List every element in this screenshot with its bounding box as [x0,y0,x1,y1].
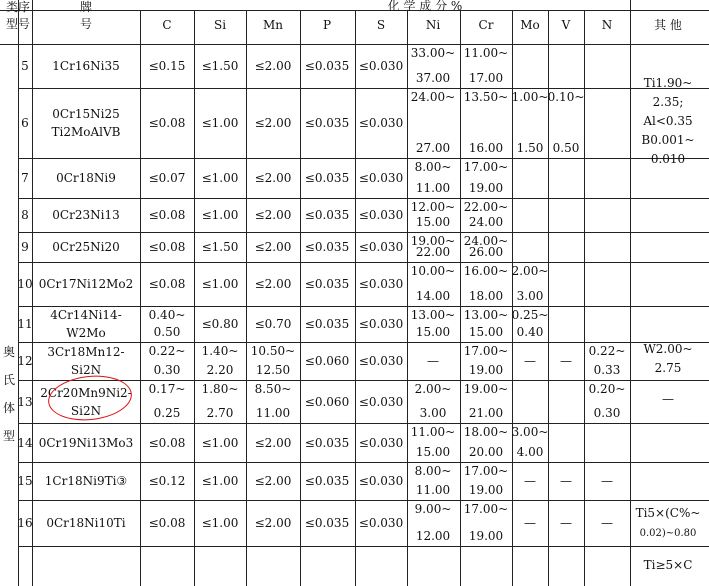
cell-cr: 24.00 [468,215,504,229]
cell-p: ≤0.035 [304,435,350,450]
cell-cr: 20.00 [468,445,504,459]
row-number: 6 [21,116,29,130]
cell-ni: 15.00 [415,325,451,339]
other-note: Ti≥5×C [643,558,693,572]
cell-v: 0.10~ [547,90,585,104]
col-rule [460,10,461,586]
col-rule [32,0,33,586]
cell-mo: 1.00~ [511,90,549,104]
cell-mn: 10.50~ [250,344,296,358]
cell-p: ≤0.060 [304,354,350,368]
row-rule [18,423,709,424]
row-grade: 4Cr14Ni14- [50,308,122,322]
cell-ni: 3.00 [419,406,447,420]
cell-si: 2.70 [206,406,234,420]
other-note: Ti1.90~ [643,76,693,90]
header-element-si: Si [213,18,227,32]
cell-c: 0.22~ [148,344,186,358]
cell-si: ≤1.00 [201,171,239,185]
cell-mn: 12.50 [255,363,291,377]
cell-mn: ≤2.00 [254,240,292,254]
row-rule [18,306,709,307]
cell-ni: 14.00 [415,289,451,303]
cell-p: ≤0.035 [304,59,350,73]
cell-si: ≤1.00 [201,516,239,530]
cell-cr: 13.50~ [463,90,509,104]
cell-mo: 2.00~ [511,264,549,278]
cell-ni: 13.00~ [410,308,456,322]
cell-si: ≤1.00 [201,116,239,130]
cell-si: 1.40~ [201,344,239,358]
cell-si: ≤1.00 [201,208,239,222]
group-label-char: 氏 [2,373,16,387]
cell-n: 0.20~ [588,382,626,396]
cell-ni: 12.00~ [410,200,456,214]
cell-si: ≤1.00 [201,474,239,488]
cell-c: ≤0.08 [148,277,186,291]
col-rule [630,0,631,586]
row-number: 8 [21,208,29,222]
cell-mn: 8.50~ [254,382,292,396]
row-number: 16 [17,516,33,530]
cell-s: ≤0.030 [358,208,404,222]
cell-ni: 11.00 [415,181,451,195]
cell-mn: ≤2.00 [254,435,292,450]
cell-c: ≤0.12 [148,474,186,488]
cell-s: ≤0.030 [358,516,404,530]
row-number: 15 [17,474,33,488]
cell-cr: 19.00 [468,529,504,543]
row-grade: 1Cr18Ni9Ti③ [44,474,128,488]
row-grade: 0Cr18Ni10Ti [46,516,126,530]
col-rule [140,10,141,586]
cell-mo: 1.50 [516,141,544,155]
row-number: 7 [21,171,29,185]
row-rule [18,158,709,159]
cell-c: 0.30 [153,363,181,377]
cell-v: 0.50 [552,141,580,155]
cell-si: ≤1.00 [201,435,239,450]
cell-ni: — [427,354,439,368]
cell-p: ≤0.060 [304,394,350,409]
cell-cr: 18.00 [468,289,504,303]
group-label-char: 型 [2,429,16,443]
cell-cr: 21.00 [468,406,504,420]
cell-s: ≤0.030 [358,116,404,130]
cell-ni: 8.00~ [414,160,452,174]
col-rule [194,10,195,586]
cell-p: ≤0.035 [304,516,350,530]
cell-c: 0.50 [153,325,181,339]
cell-mn: 11.00 [255,406,291,420]
row-grade: Ti2MoAlVB [51,125,121,139]
cell-ni: 19.00~ [410,234,456,248]
header-category-serial: 类序 [5,0,31,14]
header-element-mn: Mn [262,18,284,32]
cell-ni: 22.00 [415,245,451,259]
row-grade: 3Cr18Mn12- [47,345,125,359]
header-composition-title: 化 学 成 分 % [387,0,463,13]
cell-mo: 3.00~ [511,425,549,439]
cell-ni: 8.00~ [414,464,452,478]
cell-s: ≤0.030 [358,394,404,409]
cell-n: — [601,516,613,530]
cell-c: ≤0.08 [148,116,186,130]
cell-si: ≤1.50 [201,240,239,254]
row-grade: 2Cr20Mn9Ni2- [40,385,132,400]
other-note: W2.00~ [643,342,693,356]
cell-mn: ≤2.00 [254,116,292,130]
other-note: 2.75 [654,361,682,375]
cell-cr: 11.00~ [463,46,509,60]
col-rule [355,10,356,586]
cell-mn: ≤2.00 [254,474,292,488]
cell-si: ≤1.00 [201,277,239,291]
cell-si: ≤1.50 [201,59,239,73]
row-grade: 1Cr16Ni35 [52,59,120,73]
header-element-ni: Ni [425,18,441,32]
cell-s: ≤0.030 [358,59,404,73]
col-rule [300,10,301,586]
header-type-number: 型号 [5,17,31,31]
cell-s: ≤0.030 [358,354,404,368]
cell-cr: 18.00~ [463,425,509,439]
cell-p: ≤0.035 [304,474,350,488]
cell-cr: 17.00 [468,71,504,85]
header-element-s: S [376,18,386,32]
header-element-mo: Mo [520,18,540,32]
row-rule [18,462,709,463]
cell-ni: 24.00~ [410,90,456,104]
header-other: 其 他 [654,18,682,32]
cell-v: — [560,474,572,488]
row-rule [18,88,709,89]
cell-c: ≤0.08 [148,240,186,254]
cell-mn: ≤2.00 [254,171,292,185]
cell-mo: 4.00 [516,445,544,459]
cell-ni: 9.00~ [414,502,452,516]
header-element-cr: Cr [478,18,494,32]
row-number: 13 [17,394,33,409]
cell-mo: 0.25~ [511,308,549,322]
cell-n: 0.33 [593,363,621,377]
col-rule-type [18,0,19,586]
row-grade: 0Cr17Ni12Mo2 [38,277,134,291]
cell-mn: ≤2.00 [254,208,292,222]
cell-s: ≤0.030 [358,435,404,450]
cell-c: ≤0.08 [148,516,186,530]
cell-p: ≤0.035 [304,171,350,185]
cell-s: ≤0.030 [358,277,404,291]
cell-p: ≤0.035 [304,277,350,291]
cell-mn: ≤0.70 [254,317,292,331]
cell-v: — [560,516,572,530]
cell-cr: 13.00~ [463,308,509,322]
header-element-p: P [322,18,332,32]
cell-c: ≤0.07 [148,171,186,185]
row-grade: 0Cr18Ni9 [56,171,116,185]
cell-cr: 26.00 [468,245,504,259]
cell-s: ≤0.030 [358,171,404,185]
cell-cr: 19.00 [468,363,504,377]
cell-ni: 37.00 [415,71,451,85]
cell-ni: 15.00 [415,445,451,459]
row-grade: W2Mo [66,326,106,340]
row-grade: Si2N [70,403,102,418]
cell-cr: 16.00 [468,141,504,155]
other-note: — [662,392,674,406]
cell-mn: ≤2.00 [254,516,292,530]
cell-ni: 12.00 [415,529,451,543]
cell-ni: 10.00~ [410,264,456,278]
other-note: Ti5×(C%~ [635,506,701,520]
row-rule [18,262,709,263]
cell-n: 0.22~ [588,344,626,358]
cell-p: ≤0.035 [304,208,350,222]
cell-c: ≤0.08 [148,435,186,450]
row-grade: Si2N [70,363,102,377]
cell-mo: 3.00 [516,289,544,303]
row-number: 11 [17,317,33,331]
cell-ni: 2.00~ [414,382,452,396]
row-number: 10 [17,277,33,291]
row-number: 12 [17,354,33,368]
cell-si: 1.80~ [201,382,239,396]
cell-mo: — [524,354,536,368]
row-grade: 0Cr15Ni25 [52,107,120,121]
cell-cr: 17.00~ [463,344,509,358]
group-label-char: 奥 [2,345,16,359]
row-number: 14 [17,435,33,450]
row-grade: 0Cr19Ni13Mo3 [38,435,134,450]
cell-cr: 19.00 [468,483,504,497]
cell-s: ≤0.030 [358,317,404,331]
cell-c: 0.40~ [148,308,186,322]
row-rule [18,500,709,501]
cell-c: 0.17~ [148,382,186,396]
header-element-v: V [561,18,571,32]
other-note: 0.010 [650,152,686,166]
cell-p: ≤0.035 [304,116,350,130]
cell-ni: 15.00 [415,215,451,229]
row-grade: 0Cr23Ni13 [52,208,120,222]
row-rule [18,546,709,547]
cell-v: — [560,354,572,368]
cell-mn: ≤2.00 [254,277,292,291]
header-element-n: N [601,18,613,32]
cell-mo: 0.40 [516,325,544,339]
cell-cr: 16.00~ [463,264,509,278]
header-grade: 号 [79,17,93,31]
cell-ni: 11.00 [415,483,451,497]
cell-ni: 27.00 [415,141,451,155]
cell-p: ≤0.035 [304,240,350,254]
cell-c: ≤0.08 [148,208,186,222]
cell-cr: 17.00~ [463,464,509,478]
cell-cr: 22.00~ [463,200,509,214]
row-rule [18,232,709,233]
cell-si: ≤0.80 [201,317,239,331]
col-rule [407,10,408,586]
cell-p: ≤0.035 [304,317,350,331]
cell-cr: 24.00~ [463,234,509,248]
cell-cr: 17.00~ [463,160,509,174]
cell-c: ≤0.15 [148,59,186,73]
cell-n: — [601,474,613,488]
cell-ni: 33.00~ [410,46,456,60]
cell-s: ≤0.030 [358,240,404,254]
row-rule [18,198,709,199]
header-element-c: C [162,18,172,32]
cell-cr: 17.00~ [463,502,509,516]
other-note: 2.35; [652,95,684,109]
cell-cr: 15.00 [468,325,504,339]
row-number: 9 [21,240,29,254]
cell-ni: 11.00~ [410,425,456,439]
cell-s: ≤0.030 [358,474,404,488]
cell-n: 0.30 [593,406,621,420]
cell-mo: — [524,516,536,530]
group-label-char: 体 [2,401,16,415]
cell-cr: 19.00~ [463,382,509,396]
cell-si: 2.20 [206,363,234,377]
header-grade: 牌 [79,0,93,14]
cell-c: 0.25 [153,406,181,420]
col-rule [246,10,247,586]
row-rule [18,342,709,343]
cell-cr: 19.00 [468,181,504,195]
row-grade: 0Cr25Ni20 [52,240,120,254]
other-note: B0.001~ [641,133,695,147]
other-note: Al<0.35 [643,114,693,128]
other-note: 0.02)~0.80 [639,528,697,539]
cell-mo: — [524,474,536,488]
row-number: 5 [21,59,29,73]
cell-mn: ≤2.00 [254,59,292,73]
